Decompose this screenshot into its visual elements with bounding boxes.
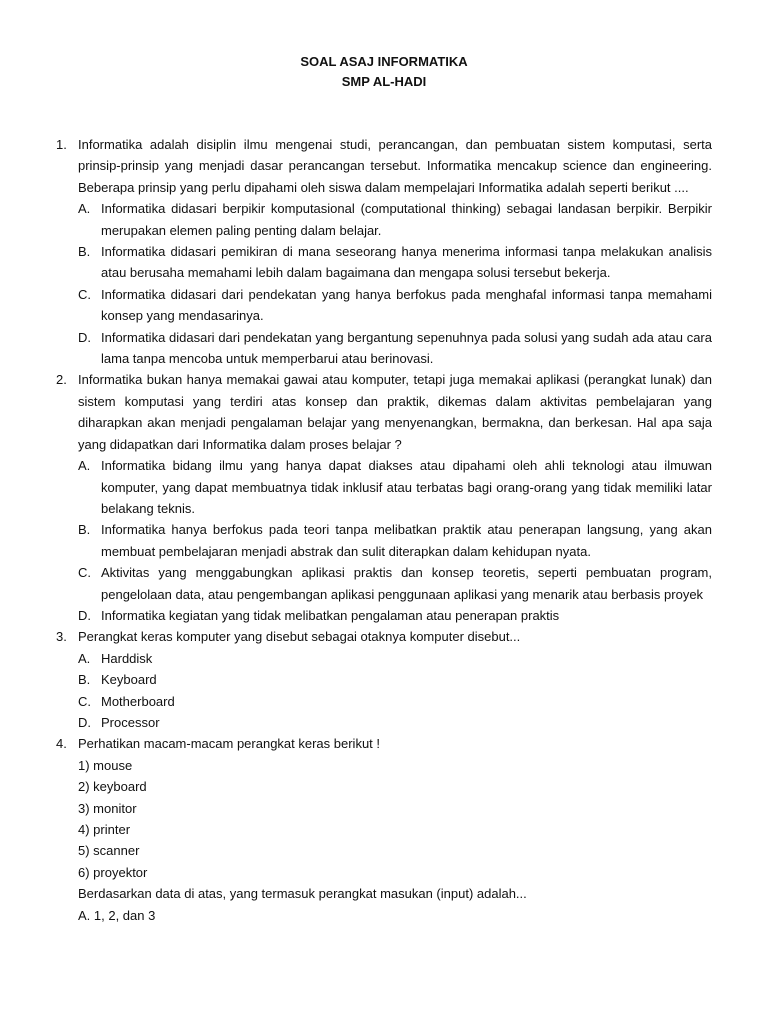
hardware-item: 2) keyboard: [78, 779, 147, 795]
question-number: 3.: [56, 629, 67, 645]
option-letter: B.: [78, 522, 91, 538]
option-c: [78, 562, 712, 605]
option-b: [78, 519, 712, 562]
question-2: [56, 369, 712, 626]
option-text: Informatika bidang ilmu yang hanya dapat diakses atau dipahami oleh ahli teknologi atau ilmuwan komputer, yang dapat membuatnya tidak inklusif atau terbatas bagi orang-orang yang tidak memiliki latar belakang teknis.: [101, 458, 712, 516]
option-a: [78, 648, 712, 669]
question-number: 1.: [56, 137, 67, 152]
document-title: SOAL ASAJ INFORMATIKA: [300, 54, 468, 69]
question-number: 2.: [56, 372, 67, 388]
option-text: Aktivitas yang menggabungkan aplikasi praktis dan konsep teoretis, seperti pembuatan program, pengelolaan data, atau pengembangan aplikasi penggunaan aplikasi yang menarik atau berbasis proyek: [101, 565, 712, 602]
hardware-item: 3) monitor: [78, 800, 137, 816]
option-a: A. 1, 2, dan 3: [78, 907, 156, 923]
option-letter: D.: [78, 329, 91, 345]
question-4: [56, 733, 712, 926]
option-text: Informatika didasari pemikiran di mana seseorang hanya menerima informasi tanpa melakukan analisis atau berusaha memahami lebih dalam bagaimana dan mengapa solusi tersebut bekerja.: [101, 244, 712, 281]
option-a: [78, 455, 712, 519]
option-text: Informatika kegiatan yang tidak melibatkan pengalaman atau penerapan praktis: [101, 607, 560, 623]
option-a: [78, 198, 712, 241]
question-text: Informatika bukan hanya memakai gawai atau komputer, tetapi juga memakai aplikasi (perangkat lunak) dan sistem komputasi yang terdiri atas konsep dan praktik, dikemas dalam aktivitas pembelajaran yang diharapkan akan menjadi pengalaman belajar yang menyenangkan, bermakna, dan berkesan. Hal apa saja yang didapatkan dari Informatika dalam proses belajar ?: [78, 372, 712, 452]
option-d: [78, 327, 712, 370]
option-letter: A.: [78, 650, 91, 666]
question-1: [56, 134, 712, 369]
option-text: Informatika hanya berfokus pada teori tanpa melibatkan praktik atau penerapan langsung, yang akan membuat pembelajaran menjadi abstrak dan sulit diterapkan dalam kehidupan nyata.: [101, 522, 712, 559]
question-text: Perhatikan macam-macam perangkat keras berikut !: [78, 736, 381, 752]
question-list: [56, 134, 712, 926]
option-b: [78, 241, 712, 284]
option-letter: C.: [78, 286, 91, 302]
option-letter: D.: [78, 714, 91, 730]
option-letter: B.: [78, 244, 91, 260]
option-letter: C.: [78, 565, 91, 581]
option-text: Motherboard: [101, 693, 175, 709]
question-number: 4.: [56, 736, 67, 752]
option-letter: D.: [78, 607, 91, 623]
option-letter: A.: [78, 458, 91, 474]
question-text: Informatika adalah disiplin ilmu mengenai studi, perancangan, dan pembuatan sistem komputasi, serta prinsip-prinsip yang menjadi dasar perancangan tersebut. Informatika mencakup science dan engineering. Beberapa prinsip yang perlu dipahami oleh siswa dalam mempelajari Informatika adalah seperti berikut ....: [78, 137, 712, 195]
option-c: [78, 284, 712, 327]
question-text: Perangkat keras komputer yang disebut sebagai otaknya komputer disebut...: [78, 629, 521, 645]
option-letter: C.: [78, 693, 91, 709]
school-name: SMP AL-HADI: [341, 74, 427, 89]
document-header: [0, 52, 768, 92]
option-c: [78, 691, 712, 712]
option-text: Keyboard: [101, 672, 157, 688]
question-3: [56, 626, 712, 733]
option-text: Processor: [101, 714, 160, 730]
hardware-item: 4) printer: [78, 822, 131, 837]
option-d: [78, 605, 712, 626]
option-text: Informatika didasari dari pendekatan yang bergantung sepenuhnya pada solusi yang sudah ada atau cara lama tanpa mencoba untuk memperbarui atau berinovasi.: [101, 329, 712, 367]
option-text: Harddisk: [101, 650, 153, 666]
question-prompt: Berdasarkan data di atas, yang termasuk perangkat masukan (input) adalah...: [78, 886, 527, 902]
option-letter: A.: [78, 201, 91, 217]
option-text: Informatika didasari berpikir komputasional (computational thinking) sebagai landasan berpikir. Berpikir merupakan elemen paling penting dalam belajar.: [101, 201, 712, 238]
option-d: [78, 712, 712, 733]
option-letter: B.: [78, 672, 91, 688]
hardware-item: 6) proyektor: [78, 864, 148, 880]
hardware-item: 5) scanner: [78, 843, 140, 859]
option-b: [78, 669, 712, 690]
option-text: Informatika didasari dari pendekatan yang hanya berfokus pada menghafal informasi tanpa memahami konsep yang mendasarinya.: [101, 286, 712, 324]
hardware-item: 1) mouse: [78, 757, 133, 773]
